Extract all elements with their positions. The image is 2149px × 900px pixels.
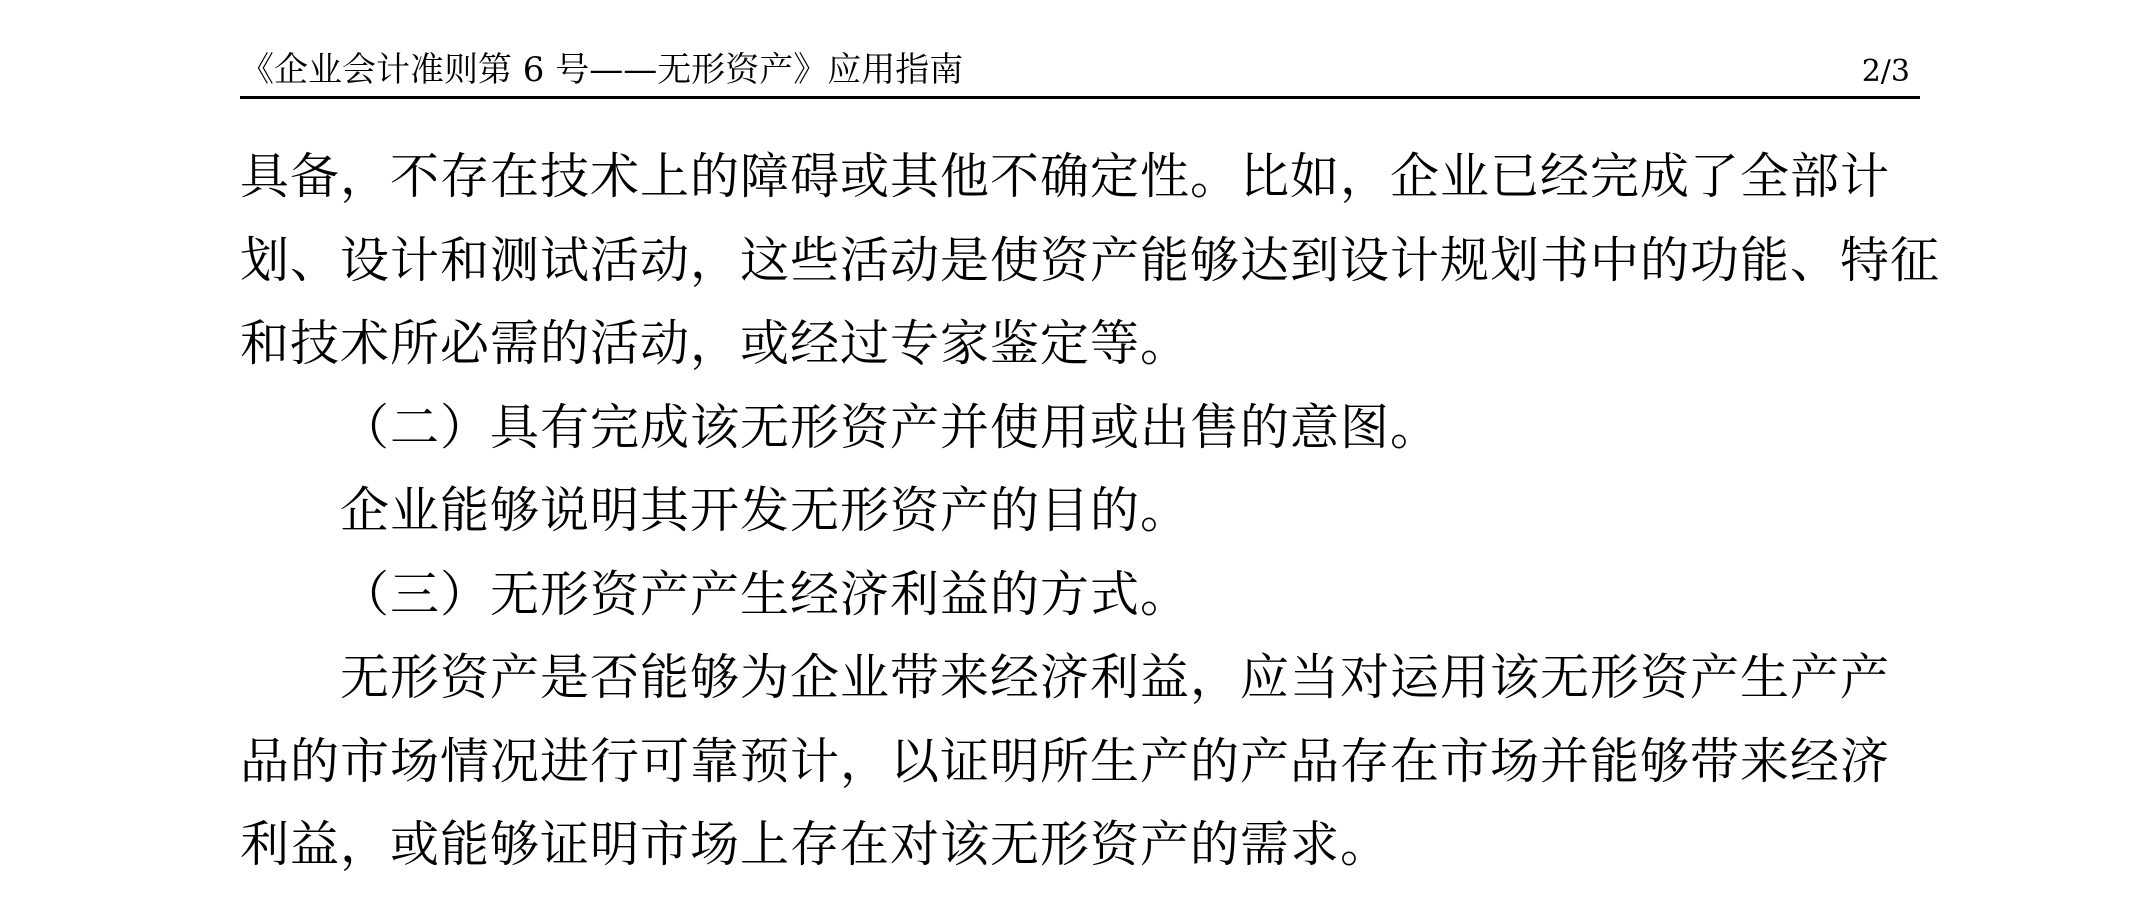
document-body bbox=[240, 135, 1941, 887]
section-heading-2: （二）具有完成该无形资产并使用或出售的意图。 bbox=[340, 398, 1441, 456]
body-line-1: 具备，不存在技术上的障碍或其他不确定性。比如，企业已经完成了全部计 bbox=[240, 148, 1891, 205]
body-line-2: 划、设计和测试活动，这些活动是使资产能够达到设计规划书中的功能、特征 bbox=[240, 231, 1941, 289]
body-line-8: 品的市场情况进行可靠预计，以证明所生产的产品存在市场并能够带来经济 bbox=[240, 732, 1891, 790]
page-number: 2/3 bbox=[1861, 54, 1910, 89]
document-page bbox=[240, 0, 1941, 900]
section-heading-3: （三）无形资产产生经济利益的方式。 bbox=[340, 565, 1191, 623]
header-title: 《企业会计准则第 6 号——无形资产》应用指南 bbox=[240, 50, 964, 90]
body-line-3: 和技术所必需的活动，或经过专家鉴定等。 bbox=[240, 315, 1191, 372]
body-line-5: 企业能够说明其开发无形资产的目的。 bbox=[340, 482, 1191, 539]
body-line-7: 无形资产是否能够为企业带来经济利益，应当对运用该无形资产生产产 bbox=[340, 649, 1891, 706]
body-line-9: 利益，或能够证明市场上存在对该无形资产的需求。 bbox=[240, 816, 1391, 873]
page-header bbox=[240, 0, 1920, 99]
